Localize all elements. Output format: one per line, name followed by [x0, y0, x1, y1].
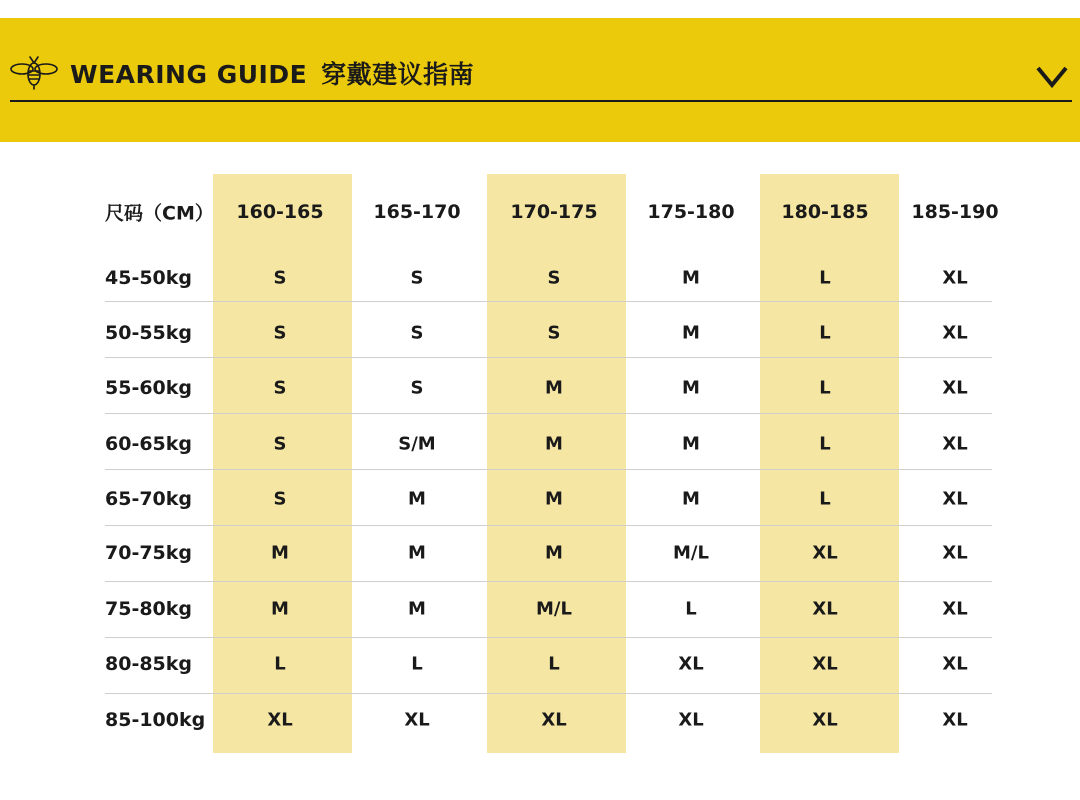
row-label: 60-65kg [105, 433, 193, 455]
size-cell: S [410, 377, 424, 399]
size-cell: M/L [536, 598, 572, 620]
size-cell: S [410, 322, 424, 344]
header-divider [10, 100, 1072, 102]
row-label: 75-80kg [105, 598, 193, 620]
size-cell: M [682, 433, 700, 455]
row-label: 80-85kg [105, 653, 193, 675]
row-label: 85-100kg [105, 709, 206, 731]
size-cell: M [545, 377, 563, 399]
corner-label: 尺码（CM） [105, 202, 214, 225]
size-cell: L [819, 322, 831, 344]
size-cell: XL [942, 598, 968, 620]
size-cell: L [685, 598, 697, 620]
row-label: 70-75kg [105, 542, 193, 564]
size-cell: XL [942, 542, 968, 564]
size-cell: M [682, 322, 700, 344]
bee-icon [8, 52, 60, 92]
column-header: 175-180 [647, 201, 735, 223]
size-cell: M [545, 542, 563, 564]
size-cell: S [273, 433, 287, 455]
column-header: 185-190 [911, 201, 999, 223]
size-cell: M [682, 488, 700, 510]
size-cell: XL [678, 709, 704, 731]
size-cell: M [545, 433, 563, 455]
size-cell: L [819, 488, 831, 510]
size-cell: L [274, 653, 286, 675]
size-cell: XL [942, 267, 968, 289]
row-label: 55-60kg [105, 377, 193, 399]
size-cell: S [273, 322, 287, 344]
size-cell: XL [812, 542, 838, 564]
size-cell: M [408, 488, 426, 510]
size-cell: XL [404, 709, 430, 731]
size-cell: XL [942, 433, 968, 455]
column-header: 170-175 [510, 201, 598, 223]
size-cell: M [271, 598, 289, 620]
row-label: 50-55kg [105, 322, 193, 344]
size-cell: L [411, 653, 423, 675]
size-cell: M [545, 488, 563, 510]
title-chinese: 穿戴建议指南 [321, 60, 475, 89]
row-divider [105, 301, 992, 302]
row-divider [105, 525, 992, 526]
size-cell: XL [942, 653, 968, 675]
size-cell: M [271, 542, 289, 564]
size-cell: XL [942, 322, 968, 344]
size-cell: S/M [398, 433, 436, 455]
size-cell: S [273, 377, 287, 399]
size-cell: M [682, 377, 700, 399]
size-cell: S [410, 267, 424, 289]
size-cell: XL [678, 653, 704, 675]
column-header: 160-165 [236, 201, 324, 223]
column-header: 165-170 [373, 201, 461, 223]
row-divider [105, 469, 992, 470]
size-cell: XL [942, 488, 968, 510]
row-label: 65-70kg [105, 488, 193, 510]
size-cell: XL [541, 709, 567, 731]
size-cell: XL [812, 709, 838, 731]
size-cell: M [408, 598, 426, 620]
size-cell: L [819, 267, 831, 289]
page-title [70, 55, 474, 91]
size-cell: L [819, 433, 831, 455]
row-label: 45-50kg [105, 267, 193, 289]
row-divider [105, 357, 992, 358]
row-divider [105, 693, 992, 694]
title-english: WEARING GUIDE [70, 60, 308, 89]
row-divider [105, 637, 992, 638]
size-cell: L [819, 377, 831, 399]
column-header: 180-185 [781, 201, 869, 223]
size-cell: L [548, 653, 560, 675]
size-cell: S [273, 267, 287, 289]
size-cell: S [273, 488, 287, 510]
size-cell: XL [812, 598, 838, 620]
size-cell: S [547, 322, 561, 344]
row-divider [105, 413, 992, 414]
size-cell: M [408, 542, 426, 564]
size-cell: XL [942, 377, 968, 399]
size-cell: XL [812, 653, 838, 675]
size-cell: S [547, 267, 561, 289]
size-cell: XL [942, 709, 968, 731]
row-divider [105, 581, 992, 582]
chevron-down-icon[interactable] [1035, 64, 1069, 90]
size-cell: M/L [673, 542, 709, 564]
size-cell: XL [267, 709, 293, 731]
size-cell: M [682, 267, 700, 289]
